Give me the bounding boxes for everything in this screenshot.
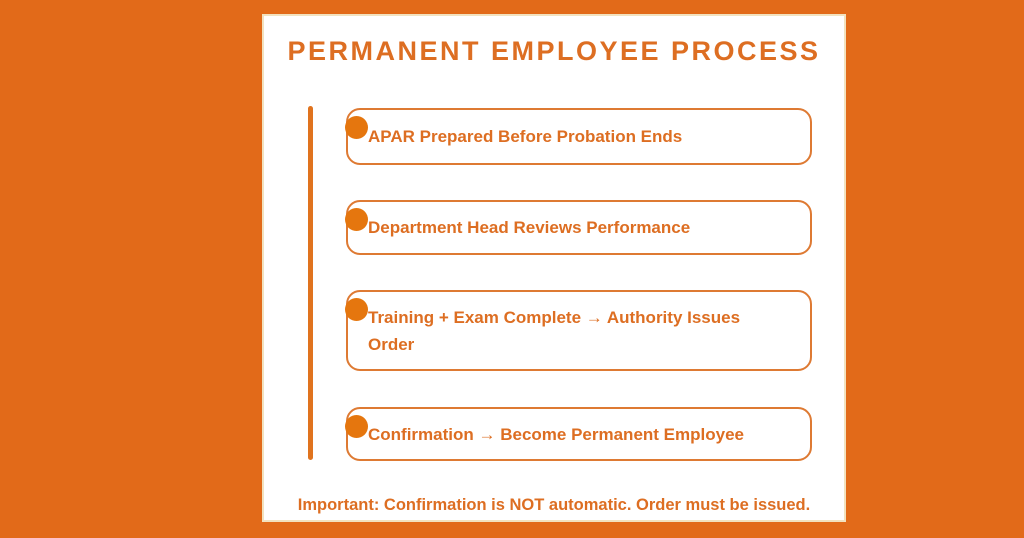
step-box-2 <box>346 200 812 255</box>
process-card <box>262 14 846 522</box>
timeline-line <box>308 106 313 460</box>
step-label: Department Head Reviews Performance <box>368 218 691 237</box>
footer-note: Important: Confirmation is NOT automatic. Order must be issued. <box>297 496 811 514</box>
step-box-1 <box>346 108 812 165</box>
step-label: APAR Prepared Before Probation Ends <box>368 127 683 146</box>
step-bullet-icon <box>345 415 368 438</box>
step-label: Training + Exam Complete → Authority Issues Order <box>368 307 741 354</box>
step-box-4 <box>346 407 812 461</box>
step-bullet-icon <box>345 298 368 321</box>
step-box-3 <box>346 290 812 371</box>
step-label: Confirmation → Become Permanent Employee <box>368 424 744 444</box>
page-title: PERMANENT EMPLOYEE PROCESS <box>287 36 821 66</box>
step-bullet-icon <box>345 208 368 231</box>
step-bullet-icon <box>345 116 368 139</box>
